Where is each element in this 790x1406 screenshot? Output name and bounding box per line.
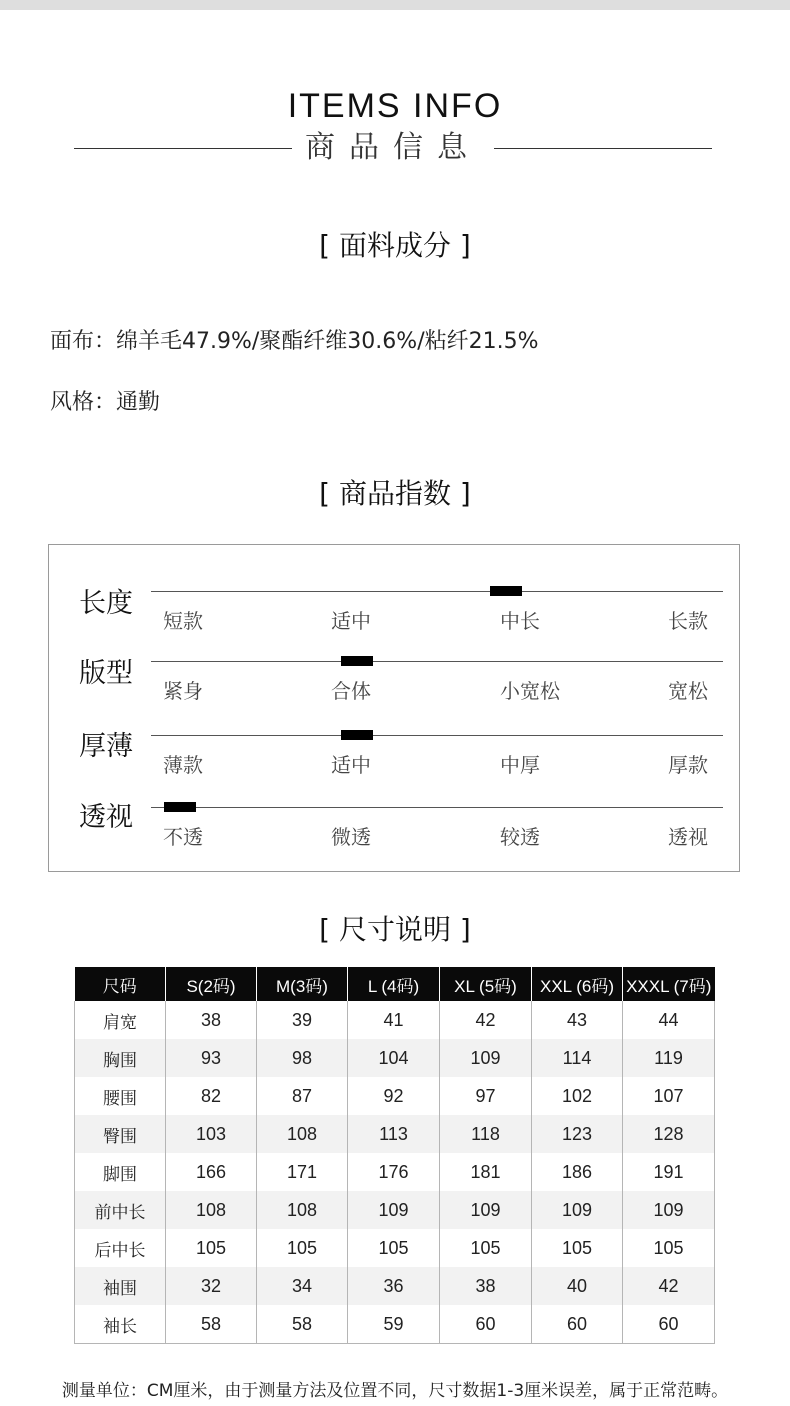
table-row <box>75 1153 715 1191</box>
index-option: 微透 <box>331 825 371 849</box>
table-cell: 105 <box>348 1229 440 1267</box>
table-cell: 92 <box>348 1077 440 1115</box>
table-cell: 176 <box>348 1153 440 1191</box>
table-cell: 109 <box>348 1191 440 1229</box>
index-option: 不透 <box>163 825 203 849</box>
index-option: 薄款 <box>163 753 203 777</box>
measure-name: 袖长 <box>75 1305 166 1344</box>
table-cell: 38 <box>440 1267 532 1305</box>
table-cell: 128 <box>623 1115 715 1153</box>
table-cell: 108 <box>257 1191 348 1229</box>
index-label: 长度 <box>79 588 133 619</box>
index-option: 合体 <box>331 679 371 703</box>
table-row <box>75 1039 715 1077</box>
table-row <box>75 1191 715 1229</box>
table-cell: 123 <box>532 1115 623 1153</box>
table-cell: 105 <box>532 1229 623 1267</box>
measure-name: 后中长 <box>75 1229 166 1267</box>
table-cell: 108 <box>166 1191 257 1229</box>
table-cell: 109 <box>532 1191 623 1229</box>
column-header: XL (5码) <box>440 967 532 1001</box>
index-marker <box>341 730 373 740</box>
table-cell: 59 <box>348 1305 440 1344</box>
column-header: L (4码) <box>348 967 440 1001</box>
table-cell: 107 <box>623 1077 715 1115</box>
table-cell: 40 <box>532 1267 623 1305</box>
table-cell: 39 <box>257 1001 348 1039</box>
table-cell: 60 <box>623 1305 715 1344</box>
column-header: 尺码 <box>75 967 166 1001</box>
table-row <box>75 1077 715 1115</box>
page-subtitle: 商品信息 <box>305 130 481 165</box>
subtitle-row <box>0 128 790 168</box>
index-marker <box>341 656 373 666</box>
measure-name: 前中长 <box>75 1191 166 1229</box>
table-cell: 186 <box>532 1153 623 1191</box>
top-divider-bar <box>0 0 790 10</box>
table-cell: 181 <box>440 1153 532 1191</box>
measurement-footnote: 测量单位：CM厘米，由于测量方法及位置不同，尺寸数据1-3厘米误差，属于正常范畴。 <box>61 1381 729 1401</box>
column-header: M(3码) <box>257 967 348 1001</box>
index-marker <box>164 802 196 812</box>
index-option: 中厚 <box>500 753 540 777</box>
index-option: 小宽松 <box>500 679 560 703</box>
fabric-heading: [ 面料成分 ] <box>319 229 471 262</box>
table-cell: 42 <box>623 1267 715 1305</box>
table-cell: 41 <box>348 1001 440 1039</box>
index-option: 适中 <box>331 753 371 777</box>
product-index-panel <box>48 544 740 872</box>
index-heading: [ 商品指数 ] <box>319 477 471 510</box>
table-cell: 97 <box>440 1077 532 1115</box>
index-option: 宽松 <box>668 679 708 703</box>
index-option: 透视 <box>668 825 708 849</box>
table-cell: 109 <box>440 1039 532 1077</box>
subtitle-rule-left <box>74 148 292 149</box>
index-option: 长款 <box>668 609 708 633</box>
table-cell: 60 <box>532 1305 623 1344</box>
measure-name: 腰围 <box>75 1077 166 1115</box>
table-cell: 104 <box>348 1039 440 1077</box>
table-cell: 166 <box>166 1153 257 1191</box>
table-cell: 34 <box>257 1267 348 1305</box>
column-header: S(2码) <box>166 967 257 1001</box>
table-cell: 191 <box>623 1153 715 1191</box>
measure-name: 袖围 <box>75 1267 166 1305</box>
table-cell: 118 <box>440 1115 532 1153</box>
index-label: 厚薄 <box>79 731 133 762</box>
table-cell: 171 <box>257 1153 348 1191</box>
table-cell: 38 <box>166 1001 257 1039</box>
table-row <box>75 1267 715 1305</box>
table-cell: 103 <box>166 1115 257 1153</box>
table-cell: 105 <box>623 1229 715 1267</box>
subtitle-rule-right <box>494 148 712 149</box>
page-title: ITEMS INFO <box>287 87 503 125</box>
index-scale-line <box>151 661 723 662</box>
table-row <box>75 1115 715 1153</box>
index-option: 适中 <box>331 609 371 633</box>
index-option: 厚款 <box>668 753 708 777</box>
table-cell: 113 <box>348 1115 440 1153</box>
column-header: XXXL (7码) <box>623 967 715 1001</box>
table-cell: 93 <box>166 1039 257 1077</box>
table-cell: 105 <box>166 1229 257 1267</box>
table-cell: 60 <box>440 1305 532 1344</box>
fabric-composition: 面布：绵羊毛47.9%/聚酯纤维30.6%/粘纤21.5% <box>50 329 539 354</box>
measure-name: 臀围 <box>75 1115 166 1153</box>
table-cell: 98 <box>257 1039 348 1077</box>
table-cell: 114 <box>532 1039 623 1077</box>
index-option: 中长 <box>500 609 540 633</box>
table-cell: 36 <box>348 1267 440 1305</box>
table-row <box>75 1229 715 1267</box>
column-header: XXL (6码) <box>532 967 623 1001</box>
size-table <box>74 967 715 1344</box>
table-cell: 105 <box>440 1229 532 1267</box>
index-marker <box>490 586 522 596</box>
table-cell: 109 <box>623 1191 715 1229</box>
table-cell: 82 <box>166 1077 257 1115</box>
table-row <box>75 1001 715 1039</box>
measure-name: 胸围 <box>75 1039 166 1077</box>
table-cell: 102 <box>532 1077 623 1115</box>
index-label: 透视 <box>79 802 133 833</box>
index-scale-line <box>151 591 723 592</box>
table-cell: 109 <box>440 1191 532 1229</box>
index-option: 紧身 <box>163 679 203 703</box>
index-option: 较透 <box>500 825 540 849</box>
table-cell: 42 <box>440 1001 532 1039</box>
table-row <box>75 1305 715 1344</box>
index-scale-line <box>151 735 723 736</box>
table-cell: 119 <box>623 1039 715 1077</box>
table-cell: 108 <box>257 1115 348 1153</box>
style-info: 风格：通勤 <box>50 390 161 415</box>
table-cell: 87 <box>257 1077 348 1115</box>
index-label: 版型 <box>79 658 133 689</box>
table-cell: 105 <box>257 1229 348 1267</box>
measure-name: 脚围 <box>75 1153 166 1191</box>
table-header-row <box>75 967 715 1001</box>
table-cell: 58 <box>166 1305 257 1344</box>
table-cell: 58 <box>257 1305 348 1344</box>
table-cell: 32 <box>166 1267 257 1305</box>
measure-name: 肩宽 <box>75 1001 166 1039</box>
table-cell: 43 <box>532 1001 623 1039</box>
index-option: 短款 <box>163 609 203 633</box>
table-cell: 44 <box>623 1001 715 1039</box>
index-scale-line <box>151 807 723 808</box>
size-heading: [ 尺寸说明 ] <box>319 913 471 946</box>
